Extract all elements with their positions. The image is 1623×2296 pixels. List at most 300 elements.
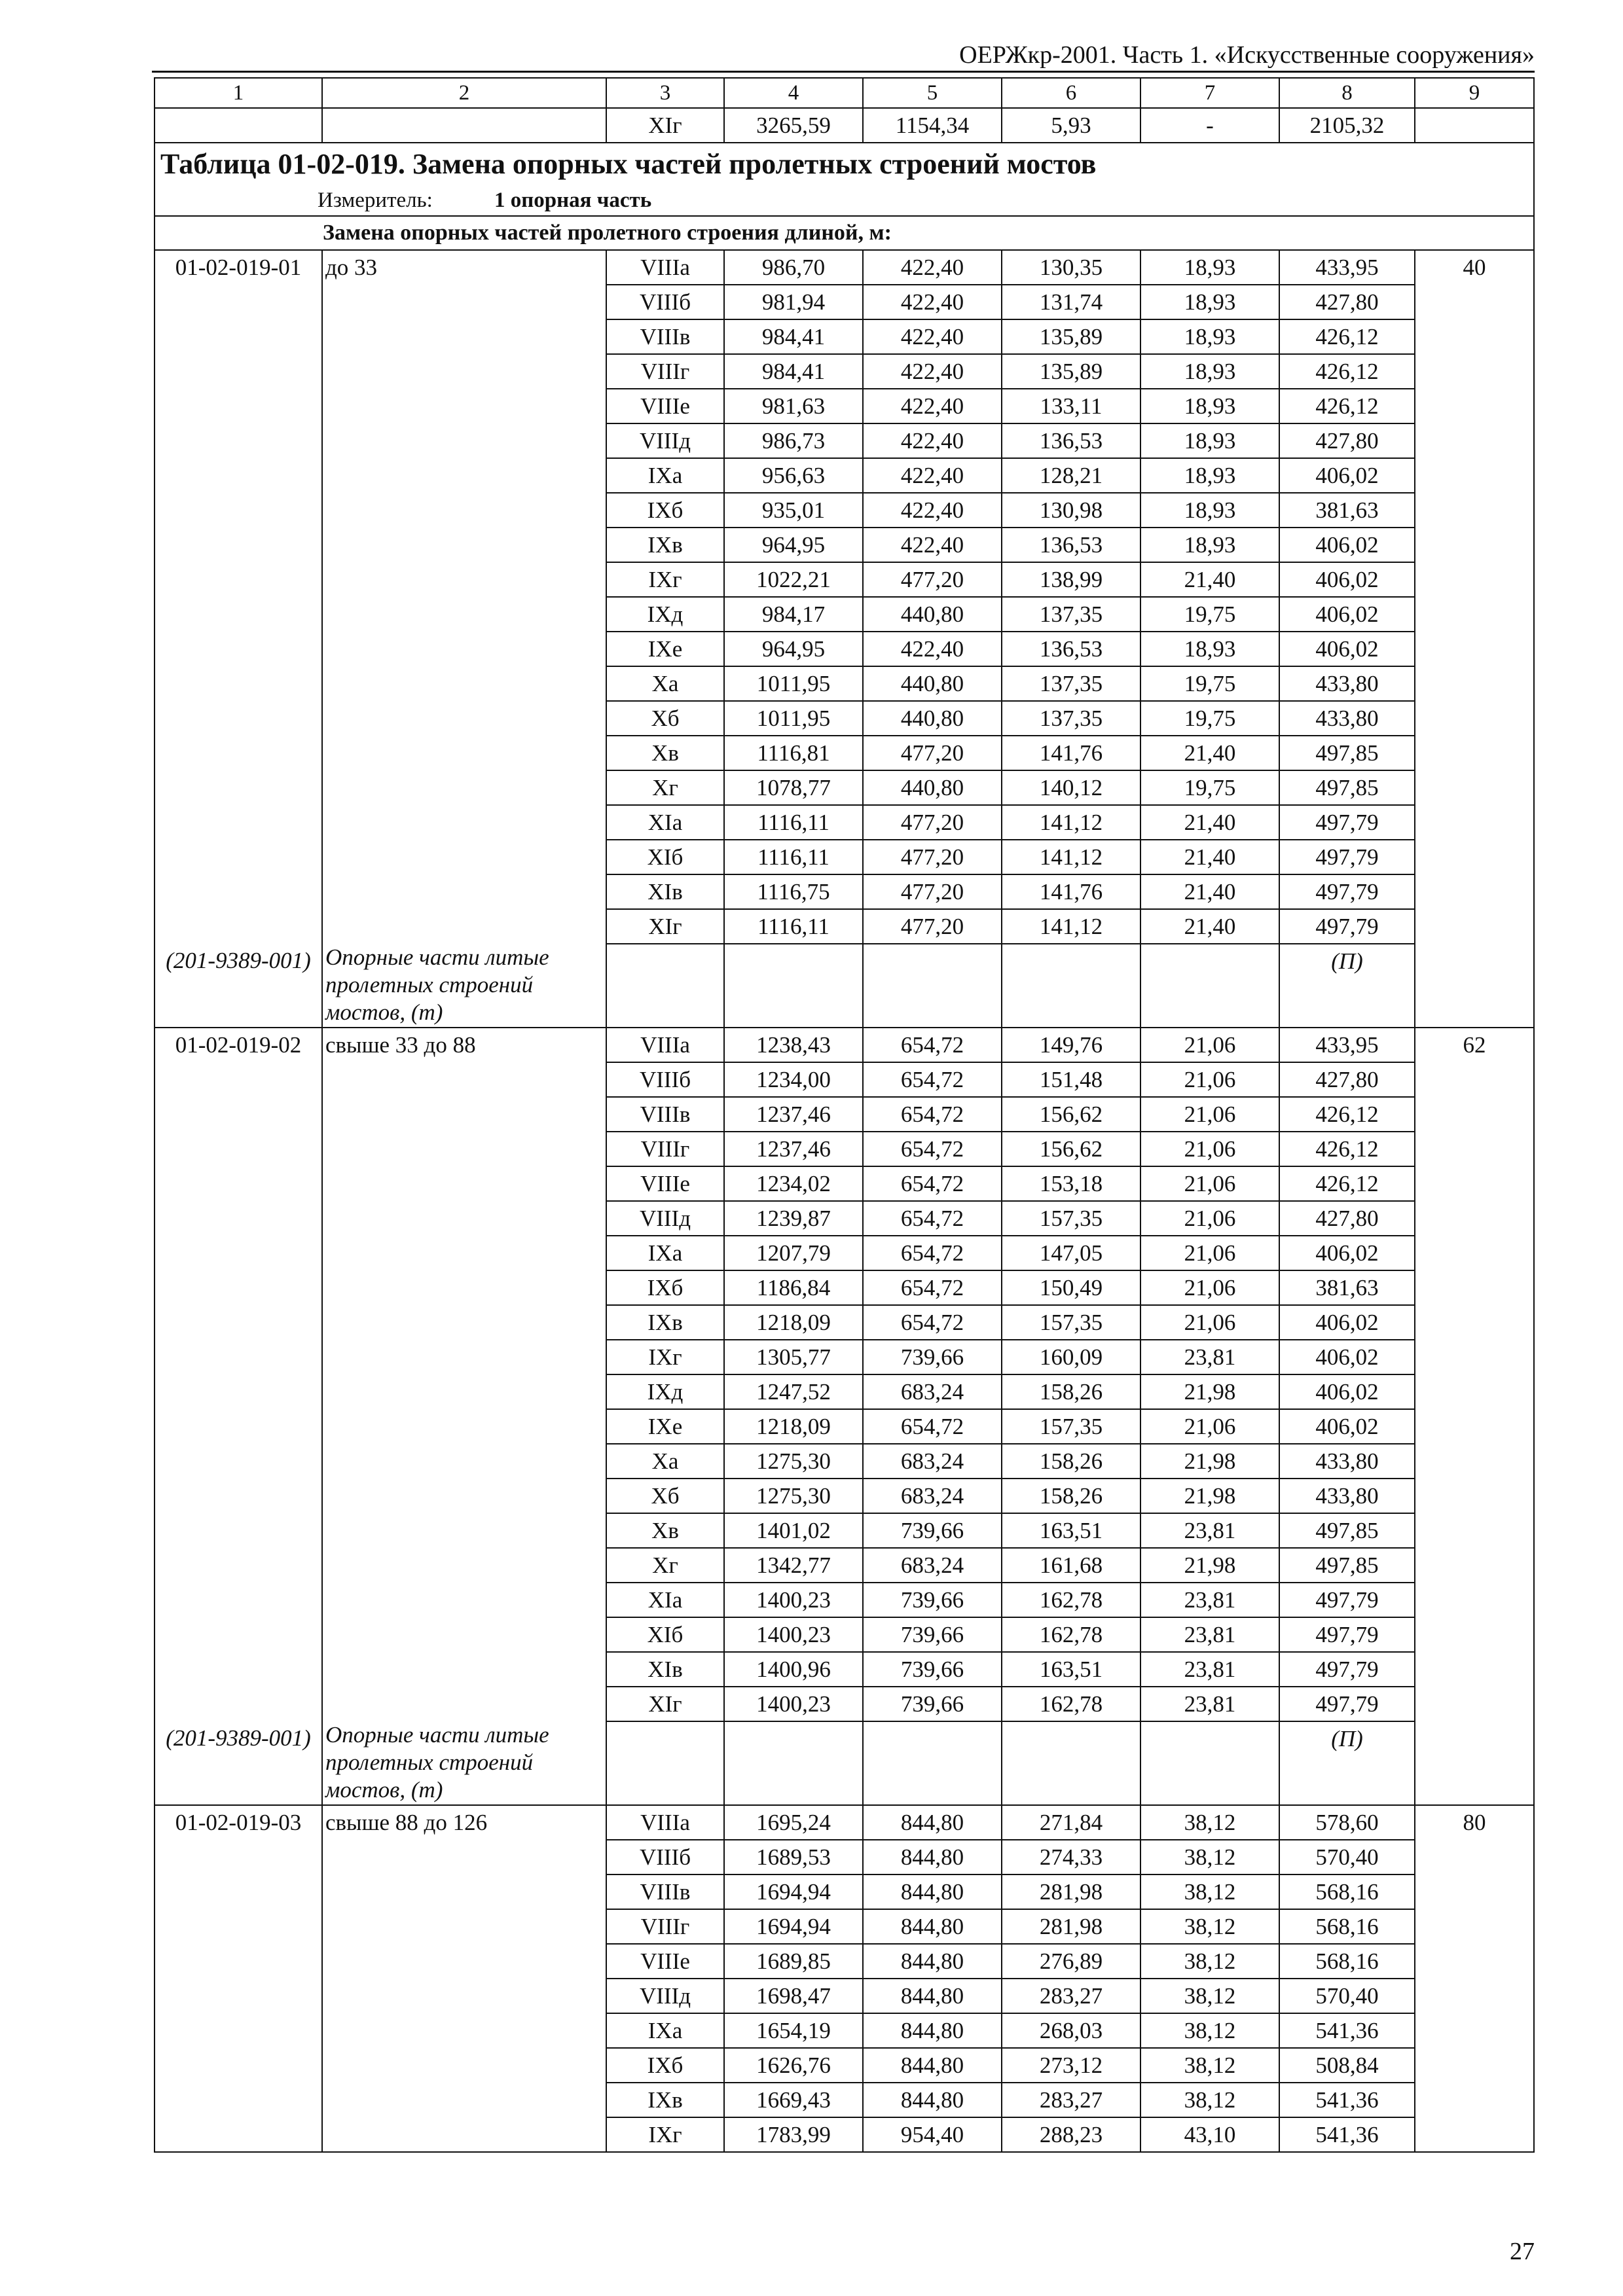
item-code: 01-02-019-02 bbox=[155, 1028, 322, 1062]
table-row bbox=[155, 1305, 1534, 1340]
grade-cell: Xв bbox=[606, 736, 724, 770]
table-row bbox=[155, 701, 1534, 736]
code-cell bbox=[155, 108, 322, 143]
subheader: Замена опорных частей пролетного строения длиной, м: bbox=[155, 216, 1534, 250]
table-row bbox=[155, 666, 1534, 701]
value-cell: 133,11 bbox=[1002, 389, 1140, 423]
value-cell: 433,80 bbox=[1279, 701, 1415, 736]
grade-cell: VIIIг bbox=[606, 1132, 724, 1166]
value-cell: 157,35 bbox=[1002, 1201, 1140, 1236]
code-cell bbox=[155, 1548, 322, 1583]
value-cell: 18,93 bbox=[1140, 319, 1279, 354]
item-description: свыше 33 до 88 bbox=[322, 1028, 606, 1062]
table-row bbox=[155, 1236, 1534, 1270]
grade-cell: IXа bbox=[606, 458, 724, 493]
c9-cell bbox=[1415, 108, 1534, 143]
table-row bbox=[155, 1374, 1534, 1409]
code-cell bbox=[155, 1270, 322, 1305]
value-cell: 1207,79 bbox=[724, 1236, 863, 1270]
value-cell: 21,40 bbox=[1140, 562, 1279, 597]
code-cell bbox=[155, 874, 322, 909]
desc-cell bbox=[322, 1374, 606, 1409]
table-title: Таблица 01-02-019. Замена опорных частей пролетных строений мостов bbox=[155, 143, 1534, 185]
value-cell bbox=[1140, 944, 1279, 1028]
value-cell: 426,12 bbox=[1279, 1166, 1415, 1201]
table-row bbox=[155, 1548, 1534, 1583]
c9-cell bbox=[1415, 1617, 1534, 1652]
desc-cell bbox=[322, 2048, 606, 2083]
value-cell: 986,70 bbox=[724, 250, 863, 285]
value-cell: 1275,30 bbox=[724, 1479, 863, 1513]
table-row bbox=[155, 2013, 1534, 2048]
value-cell: 497,85 bbox=[1279, 770, 1415, 805]
value-cell: 281,98 bbox=[1002, 1874, 1140, 1909]
material-c8: (П) bbox=[1279, 1721, 1415, 1805]
grade-cell: VIIIб bbox=[606, 1062, 724, 1097]
grade-cell: IXг bbox=[606, 2117, 724, 2152]
value-cell: 844,80 bbox=[863, 2083, 1002, 2117]
value-cell: 281,98 bbox=[1002, 1909, 1140, 1944]
grade-cell: IXв bbox=[606, 2083, 724, 2117]
desc-cell bbox=[322, 770, 606, 805]
c9-cell bbox=[1415, 1374, 1534, 1409]
c9-cell bbox=[1415, 701, 1534, 736]
c9-cell bbox=[1415, 1444, 1534, 1479]
c9-cell bbox=[1415, 1201, 1534, 1236]
value-cell: 477,20 bbox=[863, 874, 1002, 909]
value-cell: 288,23 bbox=[1002, 2117, 1140, 2152]
value-cell: 283,27 bbox=[1002, 2083, 1140, 2117]
code-cell bbox=[155, 458, 322, 493]
value-cell: 654,72 bbox=[863, 1305, 1002, 1340]
value-cell: 23,81 bbox=[1140, 1617, 1279, 1652]
desc-cell bbox=[322, 108, 606, 143]
c9-cell bbox=[1415, 354, 1534, 389]
value-cell: 844,80 bbox=[863, 1840, 1002, 1874]
value-cell: 162,78 bbox=[1002, 1687, 1140, 1721]
grade-cell: IXв bbox=[606, 1305, 724, 1340]
c9-cell bbox=[1415, 1583, 1534, 1617]
grade-cell: Xа bbox=[606, 1444, 724, 1479]
value-cell: 128,21 bbox=[1002, 458, 1140, 493]
value-cell: 1400,23 bbox=[724, 1583, 863, 1617]
value-cell: 422,40 bbox=[863, 632, 1002, 666]
value-cell: 1400,23 bbox=[724, 1687, 863, 1721]
c9-cell bbox=[1415, 1979, 1534, 2013]
value-cell: 19,75 bbox=[1140, 597, 1279, 632]
desc-cell bbox=[322, 1909, 606, 1944]
value-cell: 38,12 bbox=[1140, 2083, 1279, 2117]
value-cell: 844,80 bbox=[863, 1979, 1002, 2013]
table-row bbox=[155, 2117, 1534, 2152]
value-cell: 21,06 bbox=[1140, 1062, 1279, 1097]
value-cell: 23,81 bbox=[1140, 1652, 1279, 1687]
c9-cell bbox=[1415, 2013, 1534, 2048]
desc-cell bbox=[322, 666, 606, 701]
table-row bbox=[155, 1583, 1534, 1617]
value-cell: 21,40 bbox=[1140, 840, 1279, 874]
code-cell bbox=[155, 1374, 322, 1409]
desc-cell bbox=[322, 597, 606, 632]
desc-cell bbox=[322, 528, 606, 562]
value-cell: 131,74 bbox=[1002, 285, 1140, 319]
code-cell bbox=[155, 1097, 322, 1132]
desc-cell bbox=[322, 736, 606, 770]
code-cell bbox=[155, 666, 322, 701]
value-cell: 426,12 bbox=[1279, 1132, 1415, 1166]
grade-cell: Xг bbox=[606, 770, 724, 805]
value-cell: 156,62 bbox=[1002, 1097, 1140, 1132]
value-cell: 739,66 bbox=[863, 1652, 1002, 1687]
value-cell: 21,06 bbox=[1140, 1270, 1279, 1305]
c9-cell bbox=[1415, 1479, 1534, 1513]
table-row bbox=[155, 458, 1534, 493]
grade-cell: XIг bbox=[606, 1687, 724, 1721]
value-cell: 18,93 bbox=[1140, 285, 1279, 319]
value-cell: 38,12 bbox=[1140, 1874, 1279, 1909]
table-row bbox=[155, 874, 1534, 909]
value-cell: 163,51 bbox=[1002, 1513, 1140, 1548]
table-row bbox=[155, 354, 1534, 389]
value-cell: 157,35 bbox=[1002, 1409, 1140, 1444]
grade-cell: VIIIб bbox=[606, 1840, 724, 1874]
grade-cell: XIг bbox=[606, 108, 724, 143]
table-row bbox=[155, 285, 1534, 319]
code-cell bbox=[155, 354, 322, 389]
value-cell: 406,02 bbox=[1279, 458, 1415, 493]
value-cell: 136,53 bbox=[1002, 528, 1140, 562]
grade-cell: IXа bbox=[606, 2013, 724, 2048]
code-cell bbox=[155, 493, 322, 528]
value-cell: 981,94 bbox=[724, 285, 863, 319]
value-cell: 162,78 bbox=[1002, 1583, 1140, 1617]
value-cell: 427,80 bbox=[1279, 285, 1415, 319]
desc-cell bbox=[322, 840, 606, 874]
material-row bbox=[155, 1721, 1534, 1805]
desc-cell bbox=[322, 1840, 606, 1874]
value-cell: 1116,11 bbox=[724, 909, 863, 944]
value-cell: 844,80 bbox=[863, 1874, 1002, 1909]
grade-cell: VIIIв bbox=[606, 1874, 724, 1909]
value-cell: 426,12 bbox=[1279, 1097, 1415, 1132]
value-cell: 21,06 bbox=[1140, 1201, 1279, 1236]
value-cell: 981,63 bbox=[724, 389, 863, 423]
table-row bbox=[155, 250, 1534, 285]
code-cell bbox=[155, 1132, 322, 1166]
grade-cell: IXе bbox=[606, 1409, 724, 1444]
code-cell bbox=[155, 1687, 322, 1721]
grade-cell: XIв bbox=[606, 874, 724, 909]
value-cell: 984,41 bbox=[724, 319, 863, 354]
value-cell: 38,12 bbox=[1140, 1840, 1279, 1874]
c9-cell bbox=[1415, 666, 1534, 701]
table-row bbox=[155, 770, 1534, 805]
code-cell bbox=[155, 423, 322, 458]
grade-cell: IXд bbox=[606, 1374, 724, 1409]
c9-cell bbox=[1415, 1721, 1534, 1805]
code-cell bbox=[155, 2013, 322, 2048]
value-cell: 1116,81 bbox=[724, 736, 863, 770]
table-row bbox=[155, 1166, 1534, 1201]
value-cell: 422,40 bbox=[863, 250, 1002, 285]
code-cell bbox=[155, 1583, 322, 1617]
value-cell: 21,40 bbox=[1140, 805, 1279, 840]
code-cell bbox=[155, 701, 322, 736]
grade-cell: IXг bbox=[606, 1340, 724, 1374]
desc-cell bbox=[322, 1617, 606, 1652]
value-cell: 38,12 bbox=[1140, 1979, 1279, 2013]
value-cell: 654,72 bbox=[863, 1062, 1002, 1097]
value-cell: 141,76 bbox=[1002, 736, 1140, 770]
value-cell: 508,84 bbox=[1279, 2048, 1415, 2083]
table-row bbox=[155, 1513, 1534, 1548]
table-row bbox=[155, 1687, 1534, 1721]
code-cell bbox=[155, 2117, 322, 2152]
value-cell: 19,75 bbox=[1140, 770, 1279, 805]
code-cell bbox=[155, 1409, 322, 1444]
desc-cell bbox=[322, 1340, 606, 1374]
value-cell: 19,75 bbox=[1140, 701, 1279, 736]
value-cell: 1116,11 bbox=[724, 805, 863, 840]
value-cell: 141,76 bbox=[1002, 874, 1140, 909]
c9-cell bbox=[1415, 528, 1534, 562]
value-cell: - bbox=[1140, 108, 1279, 143]
value-cell bbox=[1002, 944, 1140, 1028]
value-cell: 497,79 bbox=[1279, 1583, 1415, 1617]
value-cell: 683,24 bbox=[863, 1444, 1002, 1479]
column-number: 6 bbox=[1002, 78, 1140, 108]
value-cell: 654,72 bbox=[863, 1236, 1002, 1270]
value-cell: 38,12 bbox=[1140, 1944, 1279, 1979]
code-cell bbox=[155, 285, 322, 319]
value-cell: 157,35 bbox=[1002, 1305, 1140, 1340]
code-cell bbox=[155, 1909, 322, 1944]
desc-cell bbox=[322, 1444, 606, 1479]
code-cell bbox=[155, 2083, 322, 2117]
table-row bbox=[155, 1805, 1534, 1840]
value-cell: 1234,00 bbox=[724, 1062, 863, 1097]
desc-cell bbox=[322, 2013, 606, 2048]
item-code: 01-02-019-03 bbox=[155, 1805, 322, 1840]
value-cell: 844,80 bbox=[863, 1944, 1002, 1979]
table-row bbox=[155, 493, 1534, 528]
value-cell: 422,40 bbox=[863, 423, 1002, 458]
value-cell: 21,06 bbox=[1140, 1166, 1279, 1201]
meter-value: 1 опорная часть bbox=[494, 188, 652, 212]
value-cell: 151,48 bbox=[1002, 1062, 1140, 1097]
value-cell: 844,80 bbox=[863, 1805, 1002, 1840]
value-cell: 406,02 bbox=[1279, 597, 1415, 632]
grade-cell: XIг bbox=[606, 909, 724, 944]
value-cell: 276,89 bbox=[1002, 1944, 1140, 1979]
c9-cell bbox=[1415, 1409, 1534, 1444]
value-cell: 477,20 bbox=[863, 562, 1002, 597]
value-cell: 422,40 bbox=[863, 528, 1002, 562]
desc-cell bbox=[322, 2083, 606, 2117]
c9-cell bbox=[1415, 1305, 1534, 1340]
grade-cell: VIIIд bbox=[606, 423, 724, 458]
code-cell bbox=[155, 1874, 322, 1909]
value-cell: 136,53 bbox=[1002, 632, 1140, 666]
value-cell: 268,03 bbox=[1002, 2013, 1140, 2048]
desc-cell bbox=[322, 1132, 606, 1166]
value-cell: 406,02 bbox=[1279, 562, 1415, 597]
value-cell: 541,36 bbox=[1279, 2083, 1415, 2117]
value-cell: 964,95 bbox=[724, 528, 863, 562]
value-cell bbox=[1140, 1721, 1279, 1805]
grade-cell: IXе bbox=[606, 632, 724, 666]
code-cell bbox=[155, 1305, 322, 1340]
grade-cell: VIIIа bbox=[606, 1028, 724, 1062]
code-cell bbox=[155, 736, 322, 770]
column-number: 7 bbox=[1140, 78, 1279, 108]
value-cell: 406,02 bbox=[1279, 1409, 1415, 1444]
value-cell: 18,93 bbox=[1140, 528, 1279, 562]
table-row bbox=[155, 805, 1534, 840]
value-cell: 935,01 bbox=[724, 493, 863, 528]
value-cell: 1218,09 bbox=[724, 1409, 863, 1444]
grade-cell: XIа bbox=[606, 1583, 724, 1617]
value-cell bbox=[606, 944, 724, 1028]
value-cell: 497,79 bbox=[1279, 1617, 1415, 1652]
value-cell: 964,95 bbox=[724, 632, 863, 666]
value-cell: 739,66 bbox=[863, 1687, 1002, 1721]
meter-row bbox=[155, 185, 1534, 216]
c9-cell bbox=[1415, 1909, 1534, 1944]
grade-cell: VIIIб bbox=[606, 285, 724, 319]
c9-cell bbox=[1415, 2048, 1534, 2083]
value-cell: 1305,77 bbox=[724, 1340, 863, 1374]
value-cell: 739,66 bbox=[863, 1583, 1002, 1617]
desc-cell bbox=[322, 1166, 606, 1201]
value-cell: 21,98 bbox=[1140, 1548, 1279, 1583]
value-cell: 19,75 bbox=[1140, 666, 1279, 701]
value-cell: 1783,99 bbox=[724, 2117, 863, 2152]
value-cell: 497,79 bbox=[1279, 1652, 1415, 1687]
value-cell: 654,72 bbox=[863, 1028, 1002, 1062]
value-cell: 1400,23 bbox=[724, 1617, 863, 1652]
value-cell: 422,40 bbox=[863, 319, 1002, 354]
item-code: 01-02-019-01 bbox=[155, 250, 322, 285]
value-cell: 18,93 bbox=[1140, 354, 1279, 389]
table-row bbox=[155, 1444, 1534, 1479]
c9-cell bbox=[1415, 2083, 1534, 2117]
value-cell: 541,36 bbox=[1279, 2117, 1415, 2152]
code-cell bbox=[155, 2048, 322, 2083]
value-cell: 21,40 bbox=[1140, 874, 1279, 909]
value-cell: 739,66 bbox=[863, 1340, 1002, 1374]
c9-cell bbox=[1415, 874, 1534, 909]
grade-cell: Xг bbox=[606, 1548, 724, 1583]
value-cell: 18,93 bbox=[1140, 250, 1279, 285]
value-cell: 497,85 bbox=[1279, 1513, 1415, 1548]
value-cell: 135,89 bbox=[1002, 319, 1140, 354]
table-row bbox=[155, 840, 1534, 874]
value-cell: 406,02 bbox=[1279, 1305, 1415, 1340]
desc-cell bbox=[322, 632, 606, 666]
value-cell: 683,24 bbox=[863, 1548, 1002, 1583]
value-cell: 427,80 bbox=[1279, 1062, 1415, 1097]
value-cell: 156,62 bbox=[1002, 1132, 1140, 1166]
code-cell bbox=[155, 1513, 322, 1548]
desc-cell bbox=[322, 1479, 606, 1513]
c9-cell bbox=[1415, 770, 1534, 805]
desc-cell bbox=[322, 1513, 606, 1548]
value-cell: 1237,46 bbox=[724, 1132, 863, 1166]
grade-cell: VIIIа bbox=[606, 1805, 724, 1840]
table-row bbox=[155, 528, 1534, 562]
value-cell: 1400,96 bbox=[724, 1652, 863, 1687]
value-cell: 18,93 bbox=[1140, 423, 1279, 458]
code-cell bbox=[155, 1944, 322, 1979]
grade-cell: IXг bbox=[606, 562, 724, 597]
c9-cell bbox=[1415, 1097, 1534, 1132]
item-count: 40 bbox=[1415, 250, 1534, 285]
value-cell: 433,80 bbox=[1279, 1444, 1415, 1479]
value-cell: 406,02 bbox=[1279, 1236, 1415, 1270]
code-cell bbox=[155, 1062, 322, 1097]
value-cell: 422,40 bbox=[863, 354, 1002, 389]
item-description: свыше 88 до 126 bbox=[322, 1805, 606, 1840]
value-cell: 570,40 bbox=[1279, 1979, 1415, 2013]
value-cell: 739,66 bbox=[863, 1617, 1002, 1652]
grade-cell: XIа bbox=[606, 805, 724, 840]
value-cell: 1186,84 bbox=[724, 1270, 863, 1305]
table-title-row bbox=[155, 143, 1534, 185]
value-cell: 1239,87 bbox=[724, 1201, 863, 1236]
desc-cell bbox=[322, 354, 606, 389]
value-cell: 158,26 bbox=[1002, 1444, 1140, 1479]
code-cell bbox=[155, 632, 322, 666]
code-cell bbox=[155, 1236, 322, 1270]
c9-cell bbox=[1415, 632, 1534, 666]
value-cell: 23,81 bbox=[1140, 1687, 1279, 1721]
column-number: 4 bbox=[724, 78, 863, 108]
value-cell bbox=[606, 1721, 724, 1805]
value-cell: 497,79 bbox=[1279, 805, 1415, 840]
value-cell: 440,80 bbox=[863, 597, 1002, 632]
meter-cell bbox=[155, 185, 1534, 216]
value-cell: 21,06 bbox=[1140, 1305, 1279, 1340]
value-cell: 477,20 bbox=[863, 840, 1002, 874]
c9-cell bbox=[1415, 1132, 1534, 1166]
value-cell: 18,93 bbox=[1140, 493, 1279, 528]
c9-cell bbox=[1415, 944, 1534, 1028]
value-cell: 654,72 bbox=[863, 1166, 1002, 1201]
header-rule bbox=[152, 71, 1535, 73]
value-cell: 1218,09 bbox=[724, 1305, 863, 1340]
grade-cell: Xв bbox=[606, 1513, 724, 1548]
value-cell bbox=[863, 944, 1002, 1028]
value-cell: 381,63 bbox=[1279, 493, 1415, 528]
value-cell: 130,98 bbox=[1002, 493, 1140, 528]
value-cell: 21,98 bbox=[1140, 1444, 1279, 1479]
column-number-row bbox=[155, 78, 1534, 108]
desc-cell bbox=[322, 423, 606, 458]
value-cell: 422,40 bbox=[863, 493, 1002, 528]
value-cell: 406,02 bbox=[1279, 632, 1415, 666]
value-cell: 1234,02 bbox=[724, 1166, 863, 1201]
grade-cell: VIIIд bbox=[606, 1979, 724, 2013]
grade-cell: Xб bbox=[606, 1479, 724, 1513]
value-cell: 158,26 bbox=[1002, 1374, 1140, 1409]
value-cell: 477,20 bbox=[863, 909, 1002, 944]
desc-cell bbox=[322, 874, 606, 909]
value-cell: 440,80 bbox=[863, 770, 1002, 805]
table-row bbox=[155, 1874, 1534, 1909]
value-cell: 38,12 bbox=[1140, 1909, 1279, 1944]
value-cell: 21,40 bbox=[1140, 909, 1279, 944]
